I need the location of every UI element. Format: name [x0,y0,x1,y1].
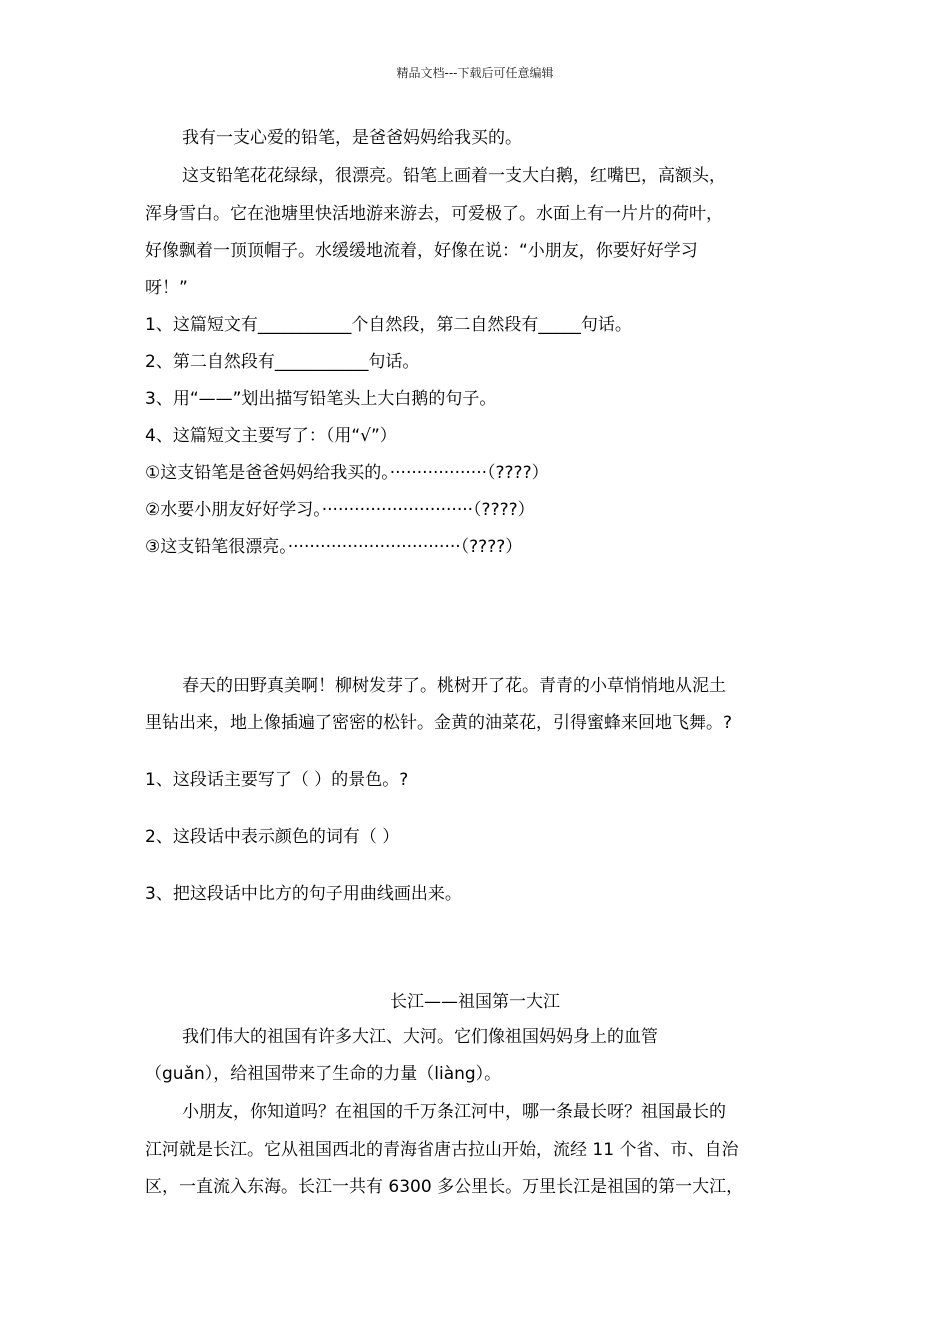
passage3-line: 小朋友，你知道吗？在祖国的千万条江河中，哪一条最长呀？祖国最长的 [182,1102,726,1122]
passage3-line: 我们伟大的祖国有许多大江、大河。它们像祖国妈妈身上的血管 [182,1027,658,1047]
passage3-line: 区，一直流入东海。长江一共有 6300 多公里长。万里长江是祖国的第一大江， [145,1177,744,1197]
passage1-question: 3、用“——”划出描写铅笔头上大白鹅的句子。 [145,389,497,409]
passage3-title: 长江——祖国第一大江 [390,992,560,1012]
passage1-line: 好像飘着一顶顶帽子。水缓缓地流着，好像在说：“小朋友，你要好好学习 [145,241,698,261]
passage1-option: ②水要小朋友好好学习。····························（????） [145,500,535,520]
passage3-line: （guǎn），给祖国带来了生命的力量（liàng）。 [145,1064,502,1084]
passage1-question: 1、这篇短文有___________个自然段，第二自然段有_____句话。 [145,315,632,335]
passage1-line: 浑身雪白。它在池塘里快活地游来游去，可爱极了。水面上有一片片的荷叶， [145,204,723,224]
passage1-option: ③这支铅笔很漂亮。································（????） [145,537,523,557]
page-header: 精品文档---下载后可任意编辑 [396,66,554,80]
passage1-question: 4、这篇短文主要写了：（用“√”） [145,426,397,446]
passage2-question: 1、这段话主要写了（ ）的景色。? [145,770,409,790]
passage1-line: 我有一支心爱的铅笔，是爸爸妈妈给我买的。 [182,128,522,148]
passage2-question: 2、这段话中表示颜色的词有（ ） [145,827,400,847]
passage3-line: 江河就是长江。它从祖国西北的青海省唐古拉山开始，流经 11 个省、市、自治 [145,1140,739,1160]
passage2-line: 春天的田野真美啊！柳树发芽了。桃树开了花。青青的小草悄悄地从泥土 [182,676,726,696]
passage1-line: 呀！” [145,278,188,298]
passage1-question: 2、第二自然段有___________句话。 [145,352,420,372]
passage1-option: ①这支铅笔是爸爸妈妈给我买的。··················（????） [145,463,549,483]
passage2-line: 里钻出来，地上像插遍了密密的松针。金黄的油菜花，引得蜜蜂来回地飞舞。? [145,713,733,733]
passage1-line: 这支铅笔花花绿绿，很漂亮。铅笔上画着一支大白鹅，红嘴巴，高额头， [182,166,726,186]
passage2-question: 3、把这段话中比方的句子用曲线画出来。 [145,884,462,904]
